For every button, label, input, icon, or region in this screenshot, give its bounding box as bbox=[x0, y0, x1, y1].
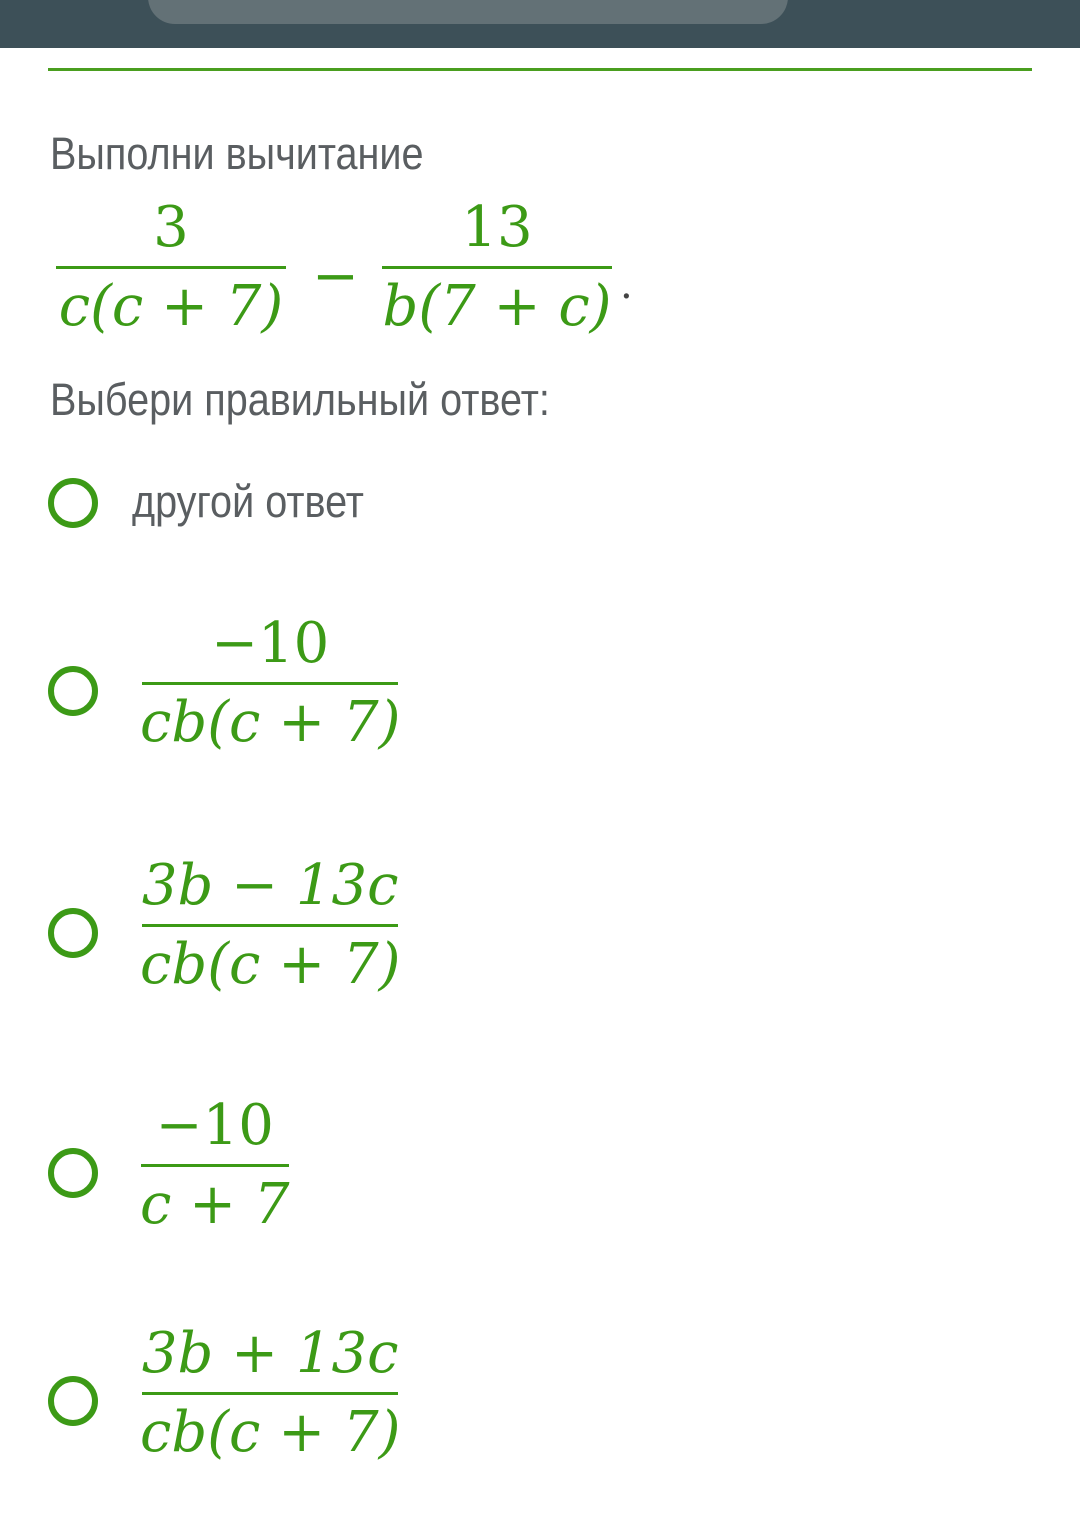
task-title: Выполни вычитание bbox=[50, 128, 424, 179]
expression-operator: − bbox=[312, 244, 359, 309]
radio-option-1[interactable] bbox=[48, 478, 98, 528]
radio-option-5[interactable] bbox=[48, 1376, 98, 1426]
option-4-numerator: −10 bbox=[155, 1093, 274, 1158]
option-3-numerator: 3b − 13c bbox=[141, 853, 399, 918]
fraction-bar bbox=[56, 266, 286, 269]
option-5-numerator: 3b + 13c bbox=[141, 1321, 399, 1386]
section-divider bbox=[48, 68, 1032, 71]
expression-left-numerator: 3 bbox=[153, 195, 189, 260]
radio-option-2[interactable] bbox=[48, 666, 98, 716]
option-2-fraction[interactable] bbox=[140, 612, 400, 755]
radio-option-4[interactable] bbox=[48, 1148, 98, 1198]
expression-end-dot: . bbox=[620, 262, 633, 308]
option-3-fraction[interactable] bbox=[140, 854, 400, 997]
option-2-denominator: cb(c + 7) bbox=[140, 690, 401, 755]
fraction-bar bbox=[142, 1392, 398, 1395]
expression-left-denominator: c(c + 7) bbox=[58, 274, 284, 339]
expression-right-fraction bbox=[382, 196, 612, 339]
fraction-bar bbox=[142, 682, 398, 685]
option-3-denominator: cb(c + 7) bbox=[140, 932, 401, 997]
top-app-bar bbox=[0, 0, 1080, 48]
option-4-fraction[interactable] bbox=[140, 1094, 290, 1237]
expression-right-denominator: b(7 + c) bbox=[382, 274, 612, 339]
expression-left-fraction bbox=[56, 196, 286, 339]
expression-right-numerator: 13 bbox=[461, 195, 533, 260]
fraction-bar bbox=[141, 1164, 289, 1167]
option-2-numerator: −10 bbox=[211, 611, 330, 676]
address-bar[interactable] bbox=[148, 0, 788, 24]
option-5-fraction[interactable] bbox=[140, 1322, 400, 1465]
fraction-bar bbox=[382, 266, 612, 269]
task-prompt: Выбери правильный ответ: bbox=[50, 374, 550, 425]
option-1-label[interactable]: другой ответ bbox=[132, 476, 364, 527]
radio-option-3[interactable] bbox=[48, 908, 98, 958]
option-5-denominator: cb(c + 7) bbox=[140, 1400, 401, 1465]
fraction-bar bbox=[142, 924, 398, 927]
option-4-denominator: c + 7 bbox=[140, 1172, 290, 1237]
